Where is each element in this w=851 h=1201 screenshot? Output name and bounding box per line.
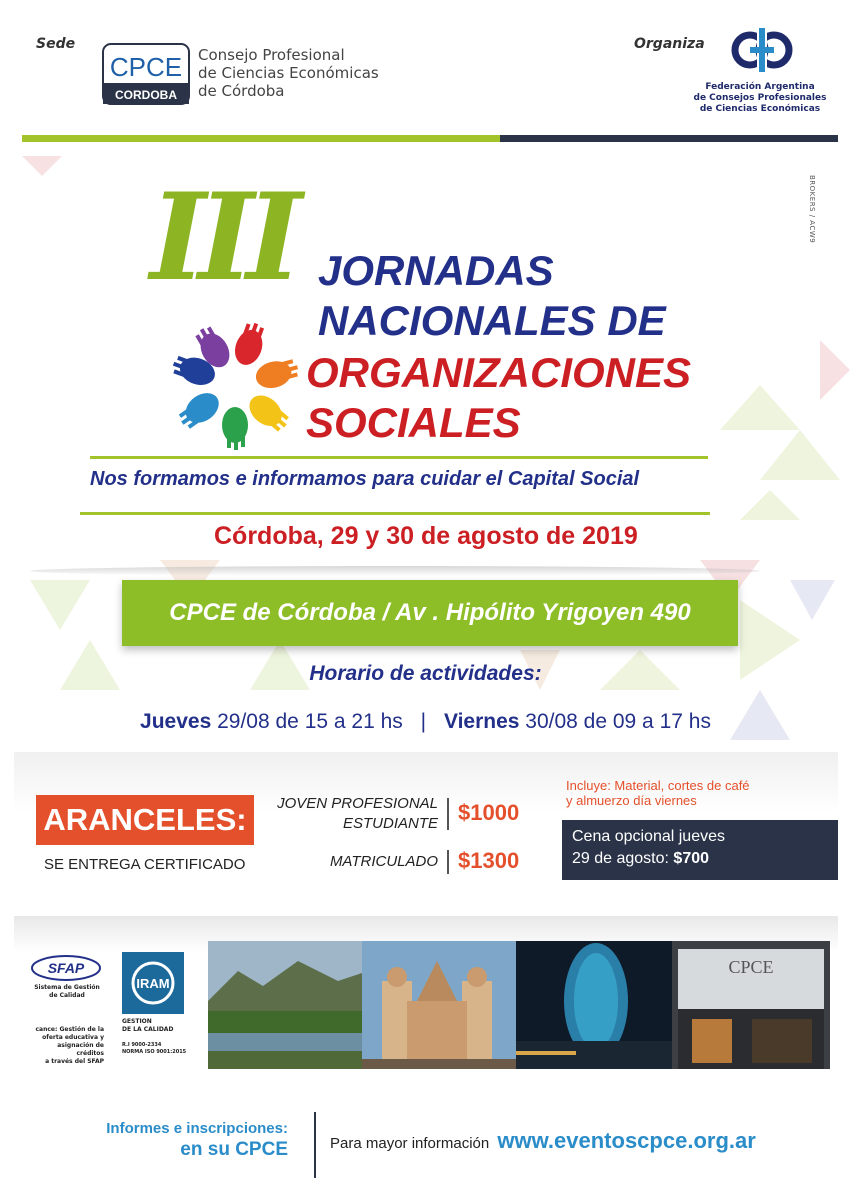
iram-norm bbox=[122, 1042, 192, 1056]
tagline-rule-top bbox=[90, 456, 708, 459]
photo4-sign-text: CPCE bbox=[728, 957, 774, 977]
iram-logo bbox=[122, 952, 184, 1014]
footer-website-link[interactable]: www.eventoscpce.org.ar bbox=[497, 1128, 756, 1153]
federation-logo bbox=[730, 22, 794, 78]
sfap-scope-line: asignación de créditos bbox=[57, 1042, 104, 1057]
footer-inscriptions-line2: en su CPCE bbox=[180, 1139, 288, 1160]
price-divider bbox=[447, 850, 449, 874]
footer-inscriptions-line1: Informes e inscripciones: bbox=[106, 1120, 288, 1137]
federation-name-line: Federación Argentina bbox=[705, 82, 815, 92]
schedule-day2-detail: 30/08 de 09 a 17 hs bbox=[525, 710, 711, 733]
dinner-line: Cena opcional jueves bbox=[572, 828, 725, 845]
schedule-title: Horario de actividades: bbox=[309, 662, 542, 685]
sfap-logo-text: SFAP bbox=[47, 960, 85, 976]
dinner-option-box bbox=[562, 820, 838, 880]
edition-numeral: III bbox=[150, 167, 295, 308]
includes-line: Incluye: Material, cortes de café bbox=[566, 778, 750, 793]
header-band-navy bbox=[500, 135, 838, 142]
dinner-price: $700 bbox=[673, 850, 710, 867]
section-shadow bbox=[30, 566, 760, 576]
cpce-cordoba-logo bbox=[102, 43, 190, 105]
cpce-name-line: de Córdoba bbox=[198, 82, 285, 100]
tier2-price: $1300 bbox=[458, 848, 520, 873]
sfap-caption-line: de Calidad bbox=[49, 992, 85, 999]
address-text: CPCE de Córdoba / Av . Hipólito Yrigoyen 490 bbox=[169, 599, 691, 626]
tagline: Nos formamos e informamos para cuidar el Capital Social bbox=[90, 468, 640, 490]
sfap-scope-line: a través del SFAP bbox=[45, 1058, 104, 1065]
schedule-line bbox=[0, 710, 851, 734]
sfap-scope-line: oferta educativa y bbox=[42, 1034, 104, 1041]
tier1-price: $1000 bbox=[458, 800, 520, 825]
federation-name-line: de Consejos Profesionales bbox=[693, 93, 827, 103]
schedule-day1-detail: 29/08 de 15 a 21 hs bbox=[217, 710, 403, 733]
schedule-separator: | bbox=[420, 710, 427, 733]
cpce-logo-text: CPCE bbox=[109, 52, 183, 82]
iram-caption-line: GESTION bbox=[122, 1018, 152, 1025]
tier1-label-line: JOVEN PROFESIONAL bbox=[277, 795, 438, 812]
title-line-jornadas: JORNADAS bbox=[318, 247, 554, 294]
side-code-tag: BROKERS / ACW9 bbox=[808, 175, 816, 244]
iram-caption bbox=[122, 1018, 192, 1034]
cpce-organization-name bbox=[198, 46, 418, 100]
cpce-name-line: Consejo Profesional bbox=[198, 46, 345, 64]
fees-heading: ARANCELES: bbox=[36, 795, 254, 845]
certificate-note: SE ENTREGA CERTIFICADO bbox=[44, 856, 246, 873]
iram-caption-line: DE LA CALIDAD bbox=[122, 1026, 174, 1033]
federation-name bbox=[690, 82, 830, 115]
title-line-organizaciones: ORGANIZACIONES bbox=[306, 349, 692, 396]
iram-norm-line: NORMA ISO 9001:2015 bbox=[122, 1049, 187, 1055]
sfap-caption bbox=[30, 984, 104, 1000]
sfap-caption-line: Sistema de Gestión bbox=[34, 984, 100, 991]
includes-line: y almuerzo día viernes bbox=[566, 793, 697, 808]
photo-cathedral bbox=[362, 941, 516, 1069]
tier1-label bbox=[272, 794, 438, 834]
footer-info-text: Para mayor información bbox=[330, 1135, 490, 1152]
dinner-line bbox=[572, 848, 828, 870]
address-banner bbox=[122, 580, 738, 646]
footer-info bbox=[330, 1128, 756, 1154]
cpce-logo-subtext: CORDOBA bbox=[115, 88, 177, 102]
title-line-nacionales: NACIONALES DE bbox=[318, 297, 666, 344]
photo-night-building bbox=[516, 941, 672, 1069]
photo-cpce-building bbox=[672, 941, 830, 1069]
cpce-name-line: de Ciencias Económicas bbox=[198, 64, 379, 82]
header-band-green bbox=[22, 135, 500, 142]
iram-logo-text: IRAM bbox=[136, 976, 170, 991]
price-divider bbox=[447, 798, 449, 830]
tier1-label-line: ESTUDIANTE bbox=[342, 815, 438, 832]
colored-hands-icon bbox=[160, 320, 310, 450]
footer-inscriptions bbox=[60, 1120, 288, 1161]
sfap-scope bbox=[30, 1026, 104, 1066]
tagline-rule-bottom bbox=[80, 512, 710, 515]
schedule-day2-name: Viernes bbox=[443, 710, 520, 733]
event-date: Córdoba, 29 y 30 de agosto de 2019 bbox=[214, 522, 638, 550]
tier2-label: MATRICULADO bbox=[329, 853, 438, 870]
iram-norm-line: R.I 9000-2334 bbox=[122, 1042, 162, 1048]
federation-name-line: de Ciencias Económicas bbox=[699, 104, 821, 114]
includes-note bbox=[566, 778, 816, 808]
organiza-label: Organiza bbox=[634, 36, 705, 52]
photo-mountain-landscape bbox=[208, 941, 362, 1069]
dinner-date: 29 de agosto: bbox=[572, 850, 669, 867]
title-line-sociales: SOCIALES bbox=[306, 399, 521, 446]
footer-divider bbox=[314, 1112, 316, 1178]
sfap-scope-line: cance: Gestión de la bbox=[35, 1026, 104, 1033]
sfap-logo bbox=[30, 954, 102, 982]
sede-label: Sede bbox=[36, 36, 76, 52]
schedule-day1-name: Jueves bbox=[140, 710, 212, 733]
